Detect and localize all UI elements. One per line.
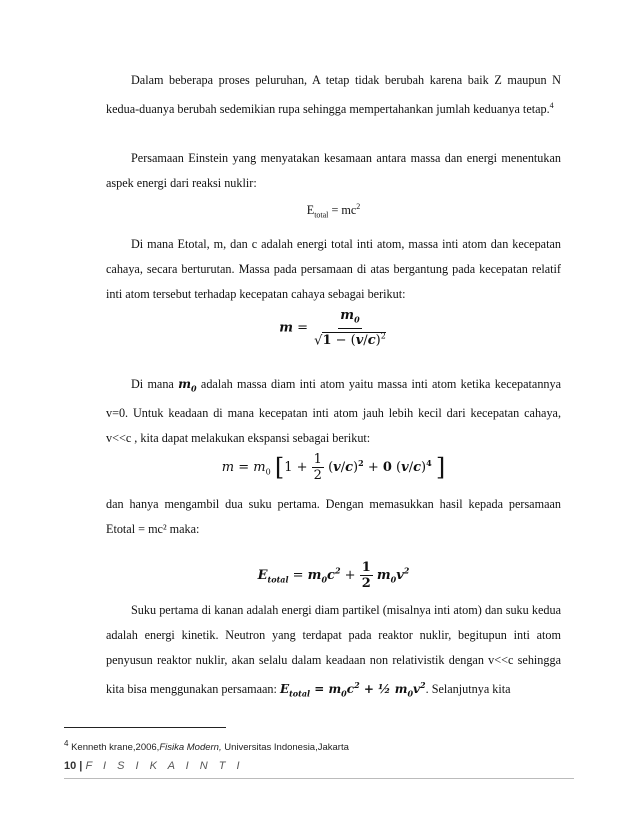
paragraph-4: Di mana $m_0$ adalah massa diam inti atom yaitu massa inti atom ketika kecepatannya v=0. Untuk keadaan di mana kecepatan inti atom jauh lebih kecil dari kecepatan cahaya, v<<c , kita dapat melakukan ekspansi sebagai berikut: — [106, 377, 562, 446]
page-footer — [64, 760, 244, 772]
equation-relativistic-mass: m = $\frac{m_0}{√1 - (v/c)^2}$ — [279, 308, 386, 348]
equation-energy: $E_{total} = m_0c^2$ + $\frac{1}{2}$ $m_0v^2$ — [257, 560, 410, 591]
paragraph-2: Persamaan Einstein yang menyatakan kesamaan antara massa dan energi menentukan aspek energi dari reaksi nuklir: — [106, 151, 561, 190]
page-number: 10 | — [64, 760, 83, 772]
footnote-ref: 4 — [549, 101, 554, 110]
paragraph-6: Suku pertama di kanan adalah energi diam partikel (misalnya inti atom) dan suku kedua adalah energi kinetik. Neutron yang terdapat pada reaktor nuklir, begitupun inti atom penyusun reaktor nuklir, akan selalu dalam keadaan non relativistik dengan v<<c sehingga kita bisa menggunakan persamaan: $E_{total} = m_0c^2$ + ½ $m_0v^2$. Selanjutnya kita — [106, 603, 561, 699]
paragraph-5: dan hanya mengambil dua suku pertama. Dengan memasukkan hasil kepada persamaan Etotal = mc² maka: — [106, 497, 561, 536]
paragraph-3: Di mana Etotal, m, dan c adalah energi total inti atom, massa inti atom dan kecepatan cahaya, secara berturutan. Massa pada persamaan di atas bergantung pada kecepatan relatif inti atom tersebut terhadap kecepatan cahaya sebagai berikut: — [106, 237, 561, 301]
footnote-divider — [64, 727, 226, 728]
footer-divider — [64, 778, 574, 779]
equation-etotal: $E_{total} = mc^2$ — [306, 202, 361, 220]
equation-expansion: $m = m_0$ [1 + $\frac{1}{2}$ $(v/c)^2 + 0$ $(v/c)^4$ ] — [221, 452, 446, 483]
section-title: F I S I K A I N T I — [85, 760, 244, 772]
paragraph-1: Dalam beberapa proses peluruhan, A tetap tidak berubah karena baik Z maupun N kedua-duanya berubah sedemikian rupa sehingga mempertahankan jumlah keduanya tetap.$^4$ — [106, 73, 561, 117]
footnote: $^4$ Kenneth krane,2006,Fisika Modern, Universitas Indonesia,Jakarta — [64, 739, 349, 754]
